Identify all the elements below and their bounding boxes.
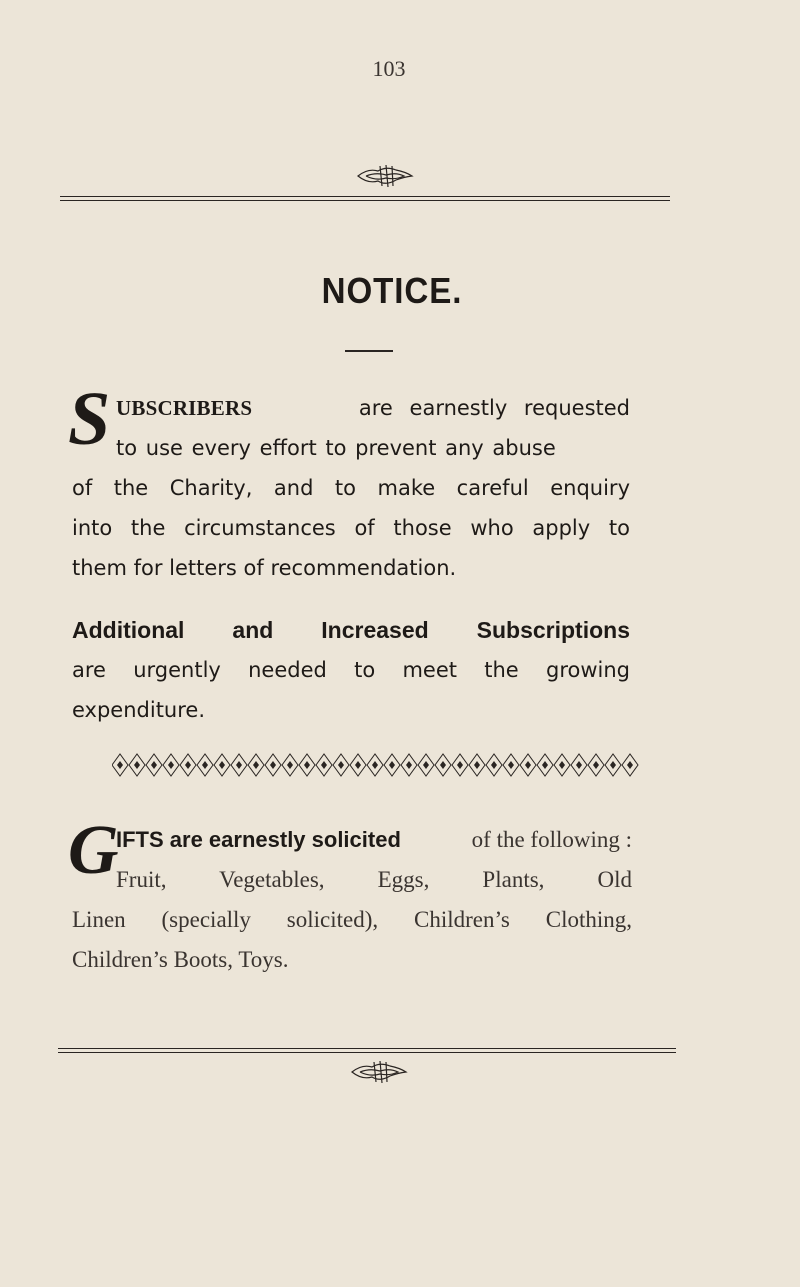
diamond-link-icon <box>622 754 638 776</box>
diamond-link-icon <box>554 754 570 776</box>
page-title: NOTICE. <box>321 270 463 311</box>
diamond-link-icon <box>503 754 519 776</box>
appeal-heading-word-3: Increased <box>321 617 429 643</box>
diamond-link-icon <box>282 754 298 776</box>
appeal-paragraph <box>72 610 630 730</box>
notice-line-4: into the circumstances of those who apply to <box>72 516 630 540</box>
appeal-line-2: expenditure. <box>72 698 206 722</box>
diamond-link-icon <box>231 754 247 776</box>
gifts-line-2: Fruit, Vegetables, Eggs, Plants, Old <box>116 867 632 892</box>
diamond-link-icon <box>333 754 349 776</box>
diamond-link-icon <box>316 754 332 776</box>
gifts-lead: IFTS are earnestly solicited <box>116 827 401 852</box>
diamond-link-icon <box>112 754 128 776</box>
diamond-link-icon <box>384 754 400 776</box>
diamond-link-icon <box>605 754 621 776</box>
gifts-line-3: Linen (specially solicited), Children’s Clothing, <box>72 907 632 932</box>
diamond-link-icon <box>520 754 536 776</box>
diamond-link-icon <box>418 754 434 776</box>
drop-cap-s: S <box>68 377 111 461</box>
diamond-link-icon <box>469 754 485 776</box>
title-underline <box>345 350 393 352</box>
notice-paragraph <box>68 377 630 588</box>
notice-line-1: are earnestly requested <box>358 396 630 420</box>
diamond-link-icon <box>486 754 502 776</box>
diamond-chain-divider <box>112 752 640 778</box>
diamond-link-icon <box>180 754 196 776</box>
diamond-link-icon <box>299 754 315 776</box>
appeal-heading <box>72 610 630 650</box>
diamond-link-icon <box>163 754 179 776</box>
diamond-link-icon <box>367 754 383 776</box>
notice-line-3: of the Charity, and to make careful enquiry <box>72 476 630 500</box>
diamond-link-icon <box>214 754 230 776</box>
fleuron-ornament-icon <box>356 162 414 190</box>
diamond-link-icon <box>537 754 553 776</box>
gifts-line-4: Children’s Boots, Toys. <box>72 947 289 972</box>
gifts-line-1-rest: of the following : <box>471 827 632 852</box>
diamond-link-icon <box>248 754 264 776</box>
appeal-line-1: are urgently needed to meet the growing <box>72 658 630 682</box>
notice-line-2: to use every effort to prevent any abuse <box>116 436 556 460</box>
diamond-link-icon <box>401 754 417 776</box>
diamond-link-icon <box>197 754 213 776</box>
appeal-heading-word-1: Additional <box>72 617 185 643</box>
diamond-link-icon <box>452 754 468 776</box>
diamond-link-icon <box>588 754 604 776</box>
notice-line-5: them for letters of recommendation. <box>72 556 457 580</box>
lead-word: UBSCRIBERS <box>116 396 253 420</box>
page-number: 103 <box>372 56 406 81</box>
diamond-link-icon <box>435 754 451 776</box>
appeal-heading-word-4: Subscriptions <box>476 617 630 643</box>
drop-cap-g: G <box>68 812 119 889</box>
appeal-heading-word-2: and <box>232 617 274 643</box>
diamond-link-icon <box>129 754 145 776</box>
fleuron-ornament-icon <box>350 1058 408 1086</box>
diamond-link-icon <box>265 754 281 776</box>
diamond-link-icon <box>571 754 587 776</box>
gifts-paragraph <box>68 812 632 980</box>
diamond-link-icon <box>146 754 162 776</box>
diamond-link-icon <box>350 754 366 776</box>
